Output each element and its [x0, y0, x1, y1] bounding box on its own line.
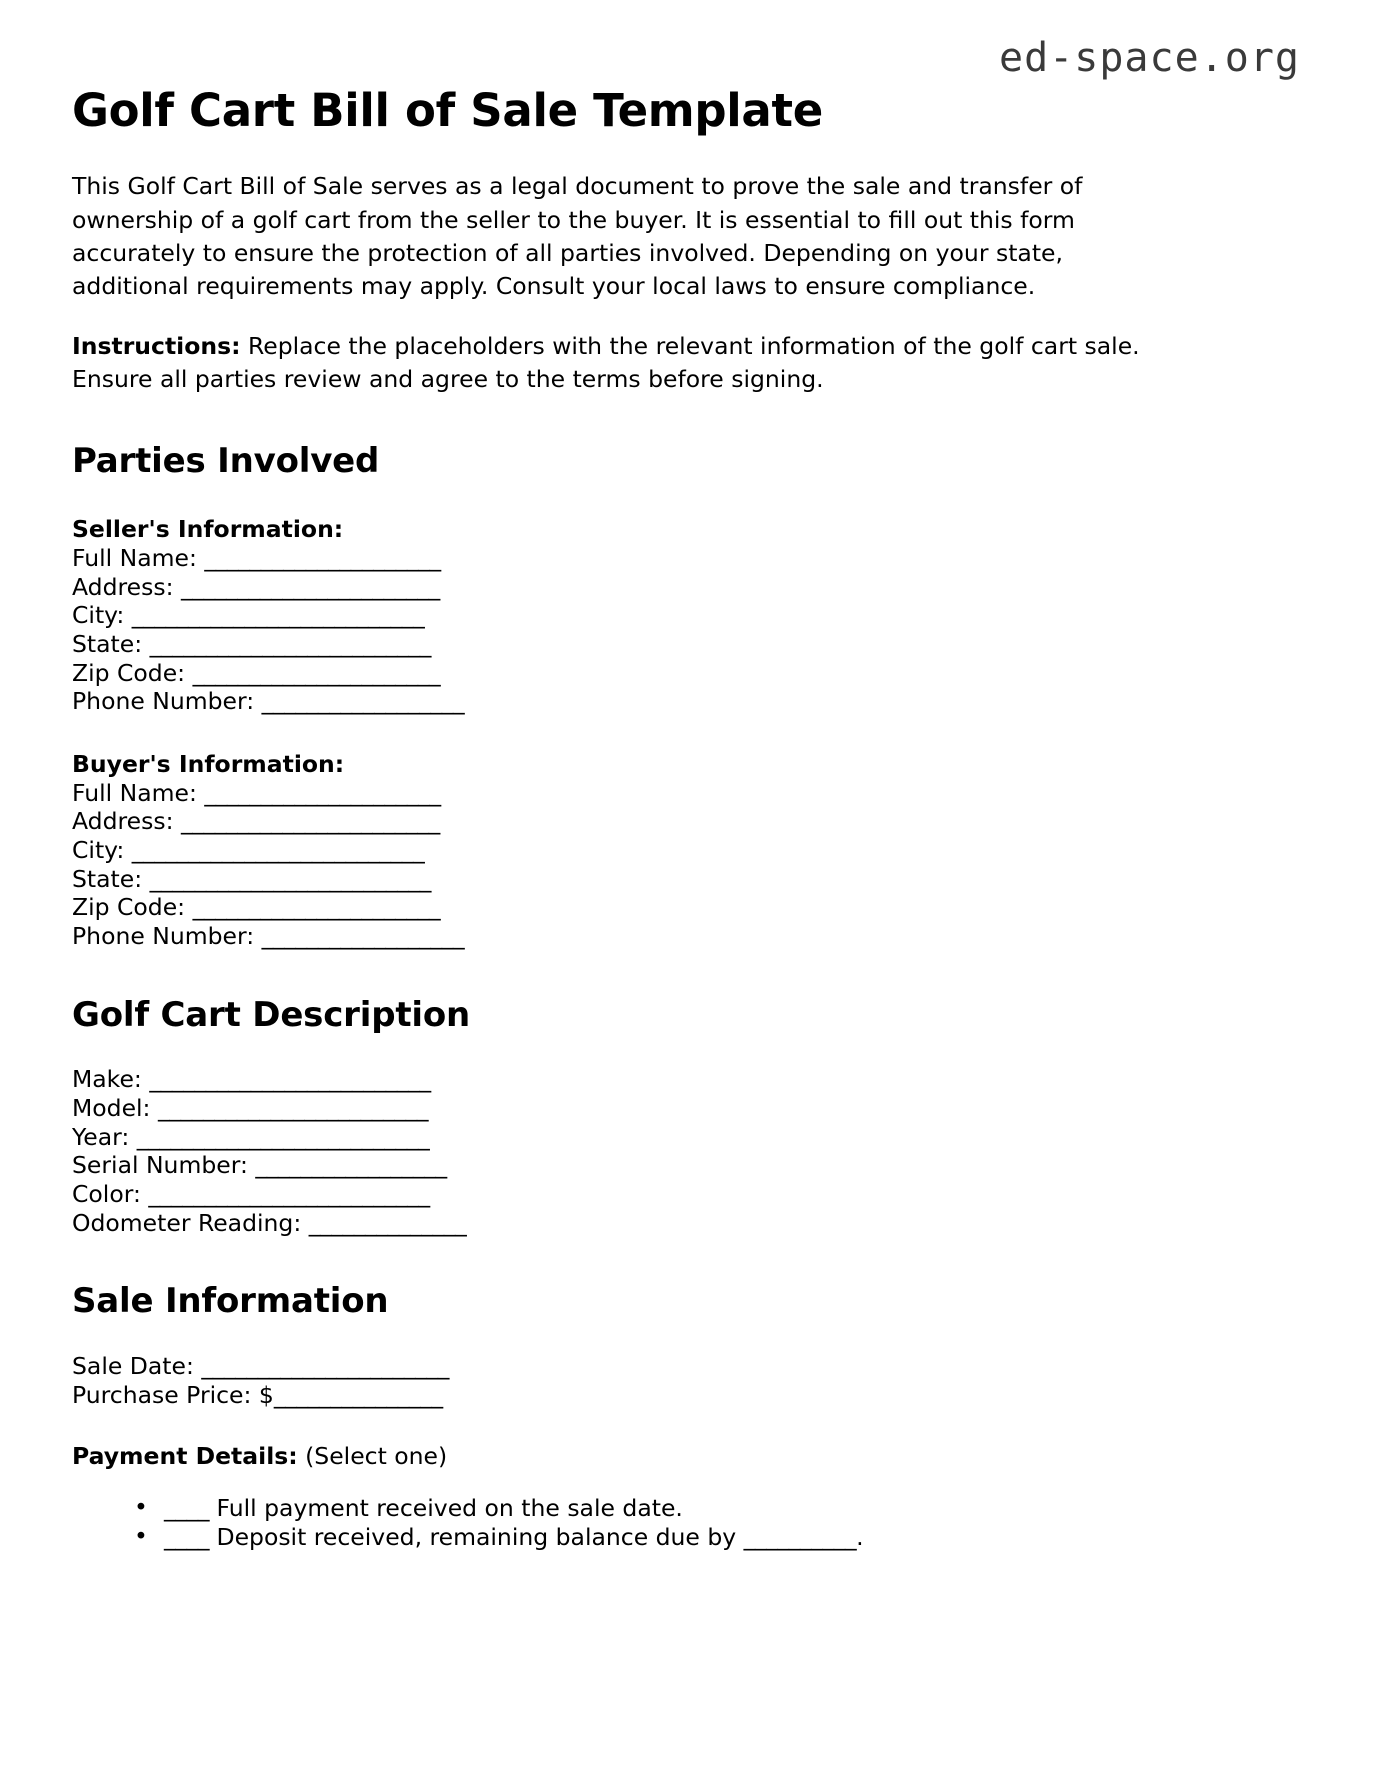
- option-trailing-text: .: [856, 1523, 864, 1552]
- section-heading-sale-information: Sale Information: [72, 1281, 389, 1322]
- field-row-seller-phone-number: [72, 687, 1302, 716]
- field-blank[interactable]: ______________: [308, 1208, 467, 1237]
- field-label: Phone Number:: [72, 921, 255, 950]
- field-blank[interactable]: __________________: [261, 921, 465, 950]
- field-row-color: [72, 1180, 1302, 1209]
- field-label: Odometer Reading:: [72, 1208, 302, 1237]
- field-row-odometer-reading: [72, 1209, 1302, 1238]
- field-row-purchase-price: [72, 1381, 1302, 1410]
- field-blank[interactable]: ______________________: [192, 893, 441, 922]
- payment-options-list: [72, 1472, 1302, 1552]
- field-blank[interactable]: ______________________: [201, 1352, 449, 1381]
- field-label: Full Name:: [72, 544, 197, 572]
- field-label: Serial Number:: [72, 1151, 248, 1180]
- field-row-buyer-city: [72, 836, 1302, 865]
- description-fields: [72, 1035, 1302, 1237]
- field-row-year: [72, 1123, 1302, 1152]
- field-blank[interactable]: ________________________: [157, 1093, 428, 1122]
- site-watermark: ed-space.org: [999, 35, 1300, 81]
- field-row-seller-full-name: [72, 544, 1302, 573]
- field-label: Zip Code:: [72, 658, 186, 687]
- field-blank[interactable]: _________________________: [148, 1179, 430, 1208]
- instructions-paragraph: [72, 304, 1172, 397]
- checkbox-blank[interactable]: ____: [164, 1523, 209, 1552]
- field-label: City:: [72, 835, 125, 864]
- field-blank[interactable]: _____________________: [204, 544, 441, 572]
- field-blank[interactable]: _________________________: [149, 629, 431, 658]
- section-heading-parties: Parties Involved: [72, 440, 380, 481]
- field-row-sale-date: [72, 1352, 1302, 1381]
- seller-fields: [72, 544, 1302, 716]
- field-blank[interactable]: _________________________: [149, 1065, 431, 1094]
- list-item-full-payment[interactable]: [134, 1492, 1302, 1523]
- instructions-bold-label: Instructions:: [72, 331, 241, 360]
- payment-details-label-row: [72, 1409, 1302, 1472]
- bullet-icon: •: [134, 1522, 148, 1551]
- field-row-seller-city: [72, 601, 1302, 630]
- field-row-seller-zip-code: [72, 659, 1302, 688]
- field-blank[interactable]: _______________________: [181, 572, 440, 601]
- field-label: Make:: [72, 1065, 142, 1094]
- field-row-buyer-zip-code: [72, 893, 1302, 922]
- field-label: Model:: [72, 1093, 151, 1122]
- field-row-buyer-full-name: [72, 779, 1302, 808]
- field-row-make: [72, 1065, 1302, 1094]
- field-blank[interactable]: __________________________: [131, 601, 425, 630]
- field-label: Year:: [72, 1122, 130, 1151]
- field-label: State:: [72, 629, 143, 658]
- field-blank[interactable]: _________________________: [149, 864, 431, 893]
- field-blank[interactable]: _______________: [273, 1380, 443, 1409]
- field-label: Color:: [72, 1179, 141, 1208]
- field-label: State:: [72, 864, 143, 893]
- field-label: Address:: [72, 572, 174, 601]
- field-blank[interactable]: ______________________: [192, 658, 441, 687]
- checkbox-blank[interactable]: ____: [164, 1493, 209, 1522]
- field-row-model: [72, 1094, 1302, 1123]
- field-blank[interactable]: __________________: [261, 687, 465, 716]
- field-blank[interactable]: _______________________: [181, 807, 440, 836]
- option-text: Deposit received, remaining balance due by: [209, 1523, 744, 1552]
- field-row-buyer-address: [72, 807, 1302, 836]
- payment-details-label: Payment Details:: [72, 1442, 298, 1471]
- field-row-seller-state: [72, 630, 1302, 659]
- field-label: Full Name:: [72, 778, 197, 807]
- instructions-text: Replace the placeholders with the relevant information of the golf cart sale. Ensure all parties review and agree to the terms before signing.: [72, 331, 1140, 394]
- option-text: Full payment received on the sale date.: [209, 1493, 683, 1522]
- section-heading-golf-cart-description: Golf Cart Description: [72, 994, 471, 1035]
- list-item-deposit-received[interactable]: [134, 1522, 1302, 1552]
- payment-details-hint: (Select one): [297, 1442, 448, 1471]
- field-blank[interactable]: _____________________: [204, 778, 441, 807]
- seller-subheading: Seller's Information:: [72, 515, 344, 544]
- sale-fields: [72, 1322, 1302, 1409]
- page-title: Golf Cart Bill of Sale Template: [72, 84, 823, 137]
- field-row-buyer-phone-number: [72, 922, 1302, 951]
- field-blank[interactable]: __________________________: [136, 1122, 430, 1151]
- field-label: Phone Number:: [72, 687, 255, 716]
- field-label: Zip Code:: [72, 893, 186, 922]
- field-blank[interactable]: _________________: [255, 1151, 447, 1180]
- field-label: Sale Date:: [72, 1352, 194, 1381]
- bullet-icon: •: [134, 1492, 148, 1521]
- field-row-buyer-state: [72, 865, 1302, 894]
- buyer-fields: [72, 779, 1302, 951]
- field-label: Address:: [72, 807, 174, 836]
- field-label: City:: [72, 601, 125, 630]
- field-label: Purchase Price: $: [72, 1380, 274, 1409]
- intro-paragraph: This Golf Cart Bill of Sale serves as a legal document to prove the sale and transfer of ownership of a golf cart from the seller to the buyer. It is essential to fill out this form accurately to ensure the protection of all parties involved. Depending on your state, additional requirements may apply. Consult your local laws to ensure compliance.: [72, 172, 1083, 301]
- field-row-seller-address: [72, 573, 1302, 602]
- field-row-serial-number: [72, 1151, 1302, 1180]
- field-blank[interactable]: __________________________: [131, 835, 425, 864]
- due-date-blank[interactable]: __________: [743, 1523, 857, 1552]
- buyer-subheading: Buyer's Information:: [72, 749, 345, 778]
